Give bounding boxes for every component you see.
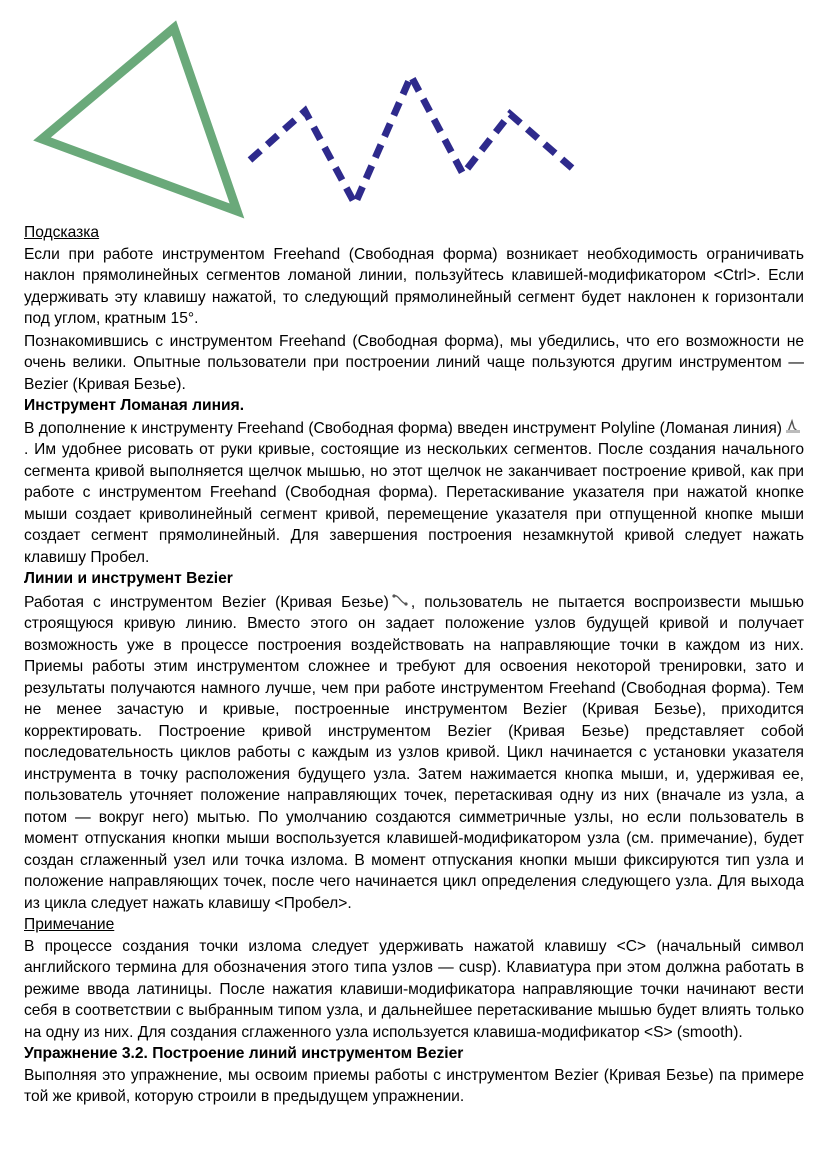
- bezier-heading: Линии и инструмент Bezier: [24, 570, 233, 587]
- document-body: [24, 222, 804, 1108]
- illustration-figure: [0, 0, 816, 222]
- bezier-tool-icon: [391, 591, 409, 609]
- note-label: Примечание: [24, 916, 115, 933]
- hint-paragraph: Если при работе инструментом Freehand (Свободная форма) возникает необходимость ограничивать наклон прямолинейных сегментов ломаной линии, пользуйтесь клавишей-модификатором <Ctrl>. Если удерживать эту клавишу нажатой, то следующий прямолинейный сегмент будет наклонен к горизонтали под углом, кратным 15°.: [24, 245, 804, 327]
- bezier-text-part2: , пользователь не пытается воспроизвести мышью строящуюся кривую линию. Вместо этого он задает положение узлов будущей кривой и получает возможность уже в процессе построения воздействовать на направляющие точки в каждом из них. Приемы работы этим инструментом сложнее и требуют для освоения некоторой тренировки, зато и результаты получаются намного лучше, чем при работе инструментом Freehand (Свободная форма). Тем не менее зачастую и кривые, построенные инструментом Bezier (Кривая Безье), приходится корректировать. Построение кривой инструментом Bezier (Кривая Безье) представляет собой последовательность циклов работы с каждым из узлов кривой. Цикл начинается с установки указателя инструмента в точку расположения будущего узла. Затем нажимается кнопка мыши, и, удерживая ее, пользователь уточняет положение направляющих точек, перетаскивая одну из них (вначале из узла, а потом — вокруг него) мытью. По умолчанию создаются симметричные узлы, но если пользователь в момент отпускания кнопки мыши воспользуется клавишей-модификатором узла (см. примечание), будет создан сглаженный узел или точка излома. В момент отпускания кнопки мыши фиксируются тип узла и положение направляющих точек, после чего начинается цикл определения следующего узла. Для выхода из цикла следует нажать клавишу <Пробел>.: [24, 593, 804, 912]
- dashed-zigzag-line: [250, 76, 572, 204]
- intro-paragraph: Познакомившись с инструментом Freehand (Свободная форма), мы убедились, что его возможности не очень велики. Опытные пользователи при построении линий чаще пользуются другим инструментом — Bezier (Кривая Безье).: [24, 332, 804, 393]
- green-triangle-shape: [42, 28, 237, 211]
- polyline-paragraph: [24, 417, 804, 569]
- hint-label: Подсказка: [24, 224, 100, 241]
- note-paragraph: В процессе создания точки излома следует удерживать нажатой клавишу <С> (начальный символ английского термина для обозначения этого типа узлов — cusp). Клавиатура при этом должна работать в режиме ввода латиницы. После нажатия клавиши-модификатора направляющие точки начинают вести себя в соответствии с выбранным типом узла, и дальнейшее перетаскивание мышью будет влиять только на одну из них. Для создания сглаженного узла используется клавиша-модификатор <S> (smooth).: [24, 937, 804, 1041]
- bezier-text-part1: Работая с инструментом Bezier (Кривая Безье): [24, 593, 389, 611]
- bezier-paragraph: [24, 591, 804, 915]
- exercise-paragraph: Выполняя это упражнение, мы освоим приемы работы с инструментом Bezier (Кривая Безье) па примере той же кривой, которую строили в предыдущем упражнении.: [24, 1066, 804, 1105]
- exercise-heading: Упражнение 3.2. Построение линий инструментом Bezier: [24, 1045, 464, 1062]
- polyline-tool-icon: [784, 417, 802, 435]
- polyline-heading: Инструмент Ломаная линия.: [24, 397, 245, 414]
- polyline-text-part2: . Им удобнее рисовать от руки кривые, состоящие из нескольких сегментов. После создания начального сегмента кривой выполняется щелчок мышью, но этот щелчок не заканчивает построение кривой, как при работе с инструментом Freehand (Свободная форма). Перетаскивание указателя при нажатой кнопке мыши создает криволинейный сегмент кривой, перемещение указателя при отпущенной кнопке мыши создает сегмент прямолинейный. Для завершения построения незамкнутой кривой следует нажать клавишу Пробел.: [24, 441, 804, 566]
- polyline-text-part1: В дополнение к инструменту Freehand (Свободная форма) введен инструмент Polyline (Ломаная линия): [24, 419, 782, 437]
